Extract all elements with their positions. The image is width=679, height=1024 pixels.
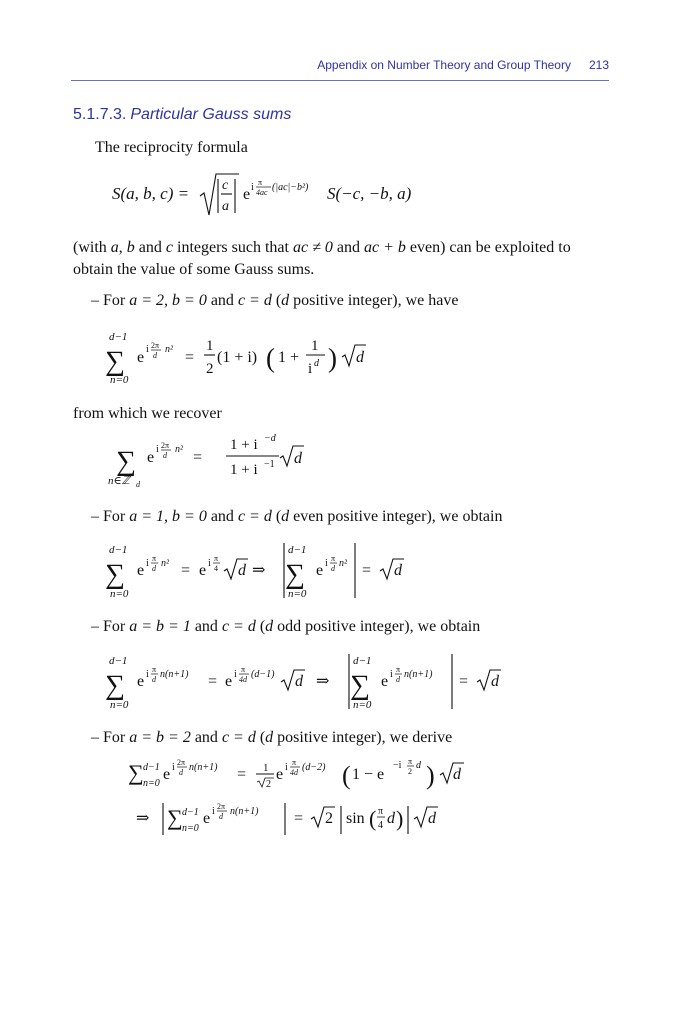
text-run: – For [91, 618, 130, 635]
math-glyph: e [316, 562, 324, 579]
text-run: ( [255, 618, 266, 635]
math-glyph: n² [175, 444, 183, 455]
inline-math: c = d [237, 292, 272, 309]
math-glyph: n(n+1) [189, 762, 218, 773]
math-glyph: i [308, 361, 313, 377]
equation-2 [108, 433, 304, 489]
equation-6 [136, 802, 438, 835]
section-title: Particular Gauss sums [130, 106, 292, 123]
math-glyph: 4 [378, 820, 383, 831]
text-run: ( [271, 292, 282, 309]
math-glyph: = [181, 562, 191, 579]
text-run: odd positive integer), we obtain [273, 618, 481, 635]
text-run: and [206, 508, 238, 525]
math-glyph: d [356, 349, 364, 366]
math-glyph: d [136, 480, 140, 489]
text-run: and [190, 618, 222, 635]
math-glyph: d [387, 810, 395, 827]
math-glyph: ∑ [350, 670, 370, 701]
math-glyph: π [152, 665, 157, 674]
math-glyph: (d−2) [302, 762, 326, 773]
math-glyph: = [294, 810, 304, 827]
running-title: Appendix on Number Theory and Group Theory [317, 58, 571, 72]
math-glyph: c [222, 178, 229, 193]
math-glyph: d [179, 768, 183, 777]
math-glyph: n=0 [353, 699, 372, 711]
math-glyph: n² [339, 558, 347, 569]
math-glyph: sin [346, 810, 365, 827]
math-glyph: i [285, 762, 288, 773]
math-glyph: e [381, 673, 389, 690]
math-glyph: i [325, 558, 328, 569]
text-run: and [190, 729, 222, 746]
text-run: positive integer), we derive [273, 729, 453, 746]
math-glyph: d [396, 675, 400, 684]
sqrt-sign [200, 174, 239, 215]
math-glyph: d [453, 766, 461, 783]
math-glyph: d [294, 450, 302, 467]
text-run: positive integer), we have [289, 292, 459, 309]
text-run: and [134, 239, 166, 256]
math-glyph: = [185, 349, 195, 366]
inline-math: ac ≠ 0 [292, 239, 333, 256]
math-glyph: −i [393, 760, 402, 771]
math-glyph: −d [264, 433, 276, 444]
math-glyph: a [222, 199, 229, 214]
math-glyph: n=0 [110, 699, 129, 711]
math-glyph: = [237, 766, 247, 783]
math-glyph: 1 [263, 762, 269, 774]
math-glyph: ∑ [128, 760, 144, 785]
math-glyph: 1 [311, 338, 319, 354]
math-glyph: 1 + i [230, 462, 258, 478]
math-glyph: 2 [206, 361, 214, 377]
math-glyph: 4ac [256, 188, 268, 197]
math-glyph: ∑ [105, 346, 125, 377]
math-glyph: n∈ℤ [108, 475, 130, 487]
text-run: even) can be exploited to [405, 239, 571, 256]
math-glyph: d−1 [109, 544, 128, 556]
math-glyph: n=0 [110, 588, 129, 600]
math-glyph: i [208, 558, 211, 569]
math-glyph: e [163, 766, 171, 783]
math-glyph: d [152, 675, 156, 684]
section-number: 5.1.7.3. [73, 106, 127, 123]
math-glyph: e [137, 349, 145, 366]
text-run: even positive integer), we obtain [289, 508, 503, 525]
reciprocity-formula [112, 174, 412, 215]
math-glyph: i [234, 669, 237, 680]
inline-math: a = b = 2 [129, 729, 191, 746]
math-glyph: π [258, 178, 263, 187]
equation-4 [105, 654, 501, 711]
inline-math: a [110, 239, 119, 256]
math-glyph: 2 [408, 767, 412, 776]
math-glyph: 2π [151, 341, 160, 350]
math-glyph: 2 [325, 810, 333, 827]
math-glyph: ⇒ [252, 562, 266, 579]
math-glyph: e [137, 673, 145, 690]
math-glyph: d [238, 562, 246, 579]
math-glyph: e [225, 673, 233, 690]
math-glyph: d−1 [288, 544, 307, 556]
math-glyph: n(n+1) [160, 669, 189, 680]
math-glyph: S(−c, −b, a) [327, 184, 412, 203]
math-glyph: (d−1) [251, 669, 275, 680]
inline-math: c = d [221, 729, 256, 746]
math-glyph: d [416, 760, 421, 771]
text-run: integers such that [173, 239, 293, 256]
math-glyph: ⇒ [136, 810, 150, 827]
text-run: and [332, 239, 364, 256]
intro-text: The reciprocity formula [95, 139, 248, 156]
inline-math: c = d [237, 508, 272, 525]
math-glyph: n² [161, 558, 169, 569]
math-glyph: i [390, 669, 393, 680]
text-run: and [206, 292, 238, 309]
math-glyph: ⇒ [316, 673, 330, 690]
math-glyph: = [193, 449, 203, 466]
inline-math: d [281, 508, 290, 525]
math-glyph: π [241, 665, 246, 674]
math-glyph: d [394, 562, 402, 579]
math-glyph: (1 + i) [217, 349, 258, 366]
math-glyph: 4d [290, 768, 298, 777]
text-run: (with [73, 239, 111, 256]
math-glyph: = [362, 562, 372, 579]
math-glyph: = [459, 673, 469, 690]
math-glyph: π [152, 554, 157, 563]
math-glyph: −1 [264, 459, 275, 470]
math-glyph: π [214, 554, 219, 563]
math-glyph: ∑ [116, 446, 136, 477]
math-glyph: i [172, 762, 175, 773]
inline-math: b [126, 239, 135, 256]
math-glyph: d [153, 351, 157, 360]
math-glyph: π [292, 758, 297, 767]
text-run: ( [255, 729, 266, 746]
math-glyph: 1 + [278, 349, 300, 366]
math-glyph: π [331, 554, 336, 563]
math-glyph: ∑ [105, 559, 125, 590]
inline-math: d [265, 618, 274, 635]
math-glyph: e [203, 810, 211, 827]
math-glyph: d [428, 810, 436, 827]
math-glyph: = [208, 673, 218, 690]
math-glyph: n=0 [110, 374, 129, 386]
inline-math: c [165, 239, 173, 256]
math-glyph: π [378, 806, 384, 817]
text-run: ( [271, 508, 282, 525]
inline-math: d [281, 292, 290, 309]
math-glyph: n(n+1) [230, 806, 259, 817]
inline-math: a = b = 1 [129, 618, 191, 635]
math-glyph: ) [396, 806, 404, 831]
math-glyph: ) [328, 343, 337, 373]
with-line-2: obtain the value of some Gauss sums. [73, 261, 315, 278]
math-glyph: 4 [214, 564, 218, 573]
math-glyph: 1 + i [230, 437, 258, 453]
math-glyph: 1 [206, 338, 214, 354]
math-glyph: n=0 [182, 823, 199, 834]
equation-1 [105, 331, 366, 386]
math-glyph: d−1 [182, 807, 199, 818]
math-glyph: d [295, 673, 303, 690]
math-glyph: ∑ [167, 805, 183, 830]
math-glyph: d [491, 673, 499, 690]
math-glyph: i [212, 806, 215, 817]
equation-5 [128, 757, 464, 790]
math-glyph: n(n+1) [404, 669, 433, 680]
math-glyph: ( [266, 343, 275, 373]
math-glyph: d−1 [143, 762, 160, 773]
inline-math: a = 1, b = 0 [129, 508, 207, 525]
math-glyph: ( [369, 806, 377, 831]
math-glyph: 4d [239, 675, 247, 684]
math-glyph: d [163, 451, 167, 460]
math-glyph: e [199, 562, 207, 579]
math-glyph: n² [165, 344, 173, 355]
math-glyph: π [408, 757, 413, 766]
text-run: , [118, 239, 127, 256]
math-glyph: d [152, 564, 156, 573]
math-glyph: d−1 [353, 655, 372, 667]
inline-math: ac + b [363, 239, 406, 256]
math-glyph: n=0 [288, 588, 307, 600]
math-glyph: 1 − e [352, 766, 385, 783]
math-glyph: e [147, 449, 155, 466]
inline-math: c = d [221, 618, 256, 635]
math-glyph: d [219, 812, 223, 821]
math-glyph: 2 [266, 779, 271, 790]
math-glyph: S(a, b, c) = [112, 184, 190, 203]
math-glyph: e [137, 562, 145, 579]
math-glyph: ∑ [105, 670, 125, 701]
math-glyph: ∑ [285, 559, 305, 590]
math-glyph: π [396, 665, 401, 674]
math-glyph: e [276, 766, 284, 783]
text-run: – For [91, 508, 130, 525]
math-glyph: 2π [217, 802, 226, 811]
math-glyph: i [146, 558, 149, 569]
text-run: – For [91, 292, 130, 309]
math-glyph: (|ac|−b²) [272, 182, 309, 193]
math-glyph: ) [426, 761, 435, 790]
math-glyph: 2π [161, 441, 170, 450]
math-glyph: 2π [177, 758, 186, 767]
inline-math: a = 2, b = 0 [129, 292, 207, 309]
text-run: – For [91, 729, 130, 746]
math-glyph: i [251, 182, 254, 193]
inline-math: d [265, 729, 274, 746]
math-glyph: i [146, 344, 149, 355]
equation-3 [105, 543, 404, 600]
math-glyph: i [146, 669, 149, 680]
math-glyph: d−1 [109, 331, 128, 343]
math-glyph: d−1 [109, 655, 128, 667]
math-glyph: d [314, 358, 319, 369]
math-glyph: ( [342, 761, 351, 790]
math-glyph: e [243, 186, 251, 203]
page-number: 213 [588, 58, 609, 72]
recover-text: from which we recover [73, 405, 222, 422]
math-glyph: i [156, 444, 159, 455]
math-glyph: n=0 [143, 778, 160, 789]
math-glyph: d [331, 564, 335, 573]
